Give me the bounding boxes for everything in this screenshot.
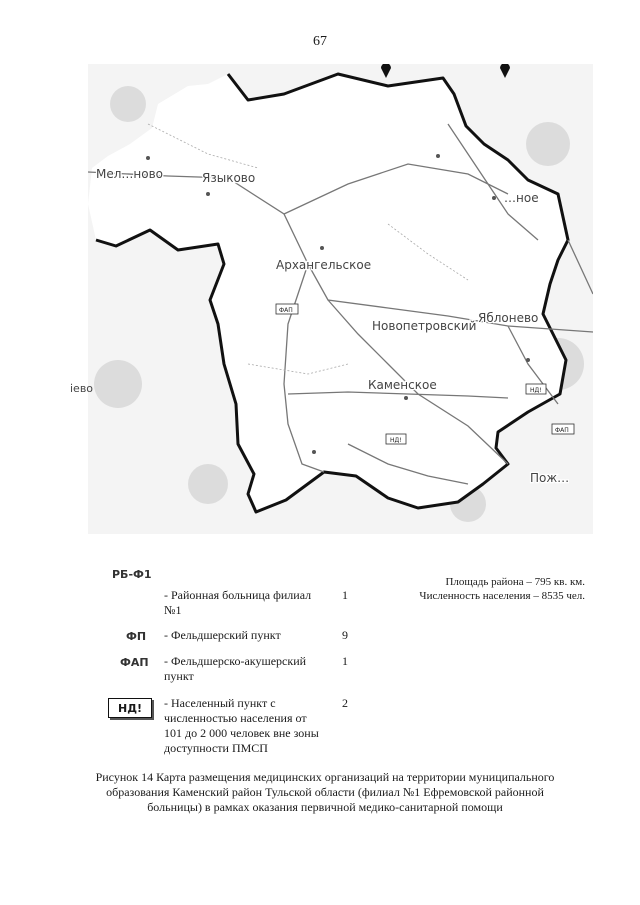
legend-count: 9 xyxy=(342,628,348,642)
village-label: Пож… xyxy=(530,471,570,485)
district-map xyxy=(88,64,593,534)
village-label: …ное xyxy=(504,191,539,205)
map-edge-label: іево xyxy=(70,382,94,395)
village-label: Яблонево xyxy=(478,311,539,325)
svg-text:НД!: НД! xyxy=(390,437,402,444)
figure-caption: Рисунок 14 Карта размещения медицинских организаций на территории муниципального образования Каменский район Тульской области (филиал №1 Ефремовской районной больницы) в рамках оказания первичной медико-санитарной помощи xyxy=(95,770,555,814)
svg-text:НД!: НД! xyxy=(530,387,542,394)
legend-symbol: РБ-Ф1 xyxy=(112,568,152,581)
legend-description: - Фельдшерско-акушерский пункт xyxy=(164,654,307,683)
legend-symbol: ФАП xyxy=(120,656,149,669)
district-stats xyxy=(405,575,585,603)
legend-count: 2 xyxy=(342,696,348,710)
nd-badge: НД! xyxy=(108,698,152,718)
population-stat: Численность населения – 8535 чел. xyxy=(419,590,585,602)
facility-marker xyxy=(526,384,546,394)
legend-description: - Районная больница филиал №1 xyxy=(164,588,312,617)
legend-count: 1 xyxy=(342,588,348,602)
village-label: Новопетровский xyxy=(372,319,477,333)
svg-text:ФАП: ФАП xyxy=(555,427,569,434)
facility-marker xyxy=(276,304,298,314)
legend-description: - Фельдшерский пункт xyxy=(164,628,281,642)
legend-description: - Населенный пункт с численностью населения от 101 до 2 000 человек вне зоны доступности ПМСП xyxy=(164,696,319,755)
svg-text:ФАП: ФАП xyxy=(279,307,293,314)
legend-count: 1 xyxy=(342,654,348,668)
facility-marker xyxy=(386,434,406,444)
village-label: Архангельское xyxy=(276,258,372,272)
village-label: Языково xyxy=(202,171,256,185)
page-number: 67 xyxy=(313,34,327,49)
village-label: Каменское xyxy=(368,378,437,392)
legend-symbol: ФП xyxy=(126,630,147,643)
facility-marker xyxy=(552,424,574,434)
village-label: Мел…ново xyxy=(96,167,164,181)
area-stat: Площадь района – 795 кв. км. xyxy=(445,576,585,588)
map-canvas xyxy=(88,64,593,534)
